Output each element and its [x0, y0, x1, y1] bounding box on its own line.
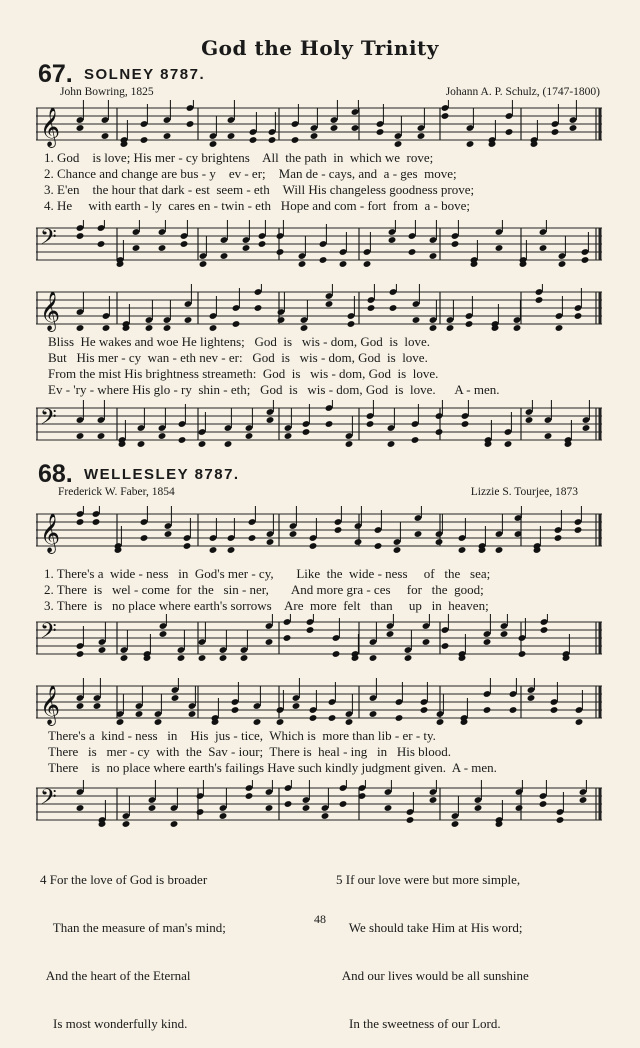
lyric-line: Bliss He wakes and woe He lightens; God is wis - dom, God is love.: [48, 334, 431, 349]
treble-staff: [36, 100, 602, 150]
lyric-line: There is mer - cy with the Sav - iour; There is heal - ing in His blood.: [48, 744, 452, 759]
page-number: 48: [314, 912, 326, 926]
lyric-line: 2. Chance and change are bus - y ev - er; Man de - cays, and a - ges move;: [44, 166, 457, 181]
bass-staff: [36, 220, 602, 270]
stanza-line: In the sweetness of our Lord.: [336, 1016, 501, 1031]
stanza-4: [40, 840, 226, 1048]
treble-staff: [36, 506, 602, 556]
treble-staff: [36, 678, 602, 728]
stanza-line: We should take Him at His word;: [336, 920, 523, 935]
music-credit: Lizzie S. Tourjee, 1873: [470, 486, 578, 498]
lyric-line: There's a kind - ness in His jus - tice, Which is more than lib - er - ty.: [48, 728, 436, 743]
lyric-line: But His mer - cy wan - eth nev - er: God is wis - dom, God is love.: [48, 350, 428, 365]
lyric-line: 3. There is no place where earth's sorrows Are more felt than up in heaven;: [44, 598, 489, 613]
stanza-line: 5 If our love were but more simple,: [336, 872, 521, 887]
treble-clef-icon: 𝄞: [40, 685, 61, 725]
treble-clef-icon: 𝄞: [40, 513, 61, 553]
words-credit: Frederick W. Faber, 1854: [58, 486, 175, 498]
lyric-line: 3. E'en the hour that dark - est seem - eth Will His changeless goodness prove;: [44, 182, 475, 197]
bass-staff: [36, 400, 602, 450]
section-title: God the Holy Trinity: [201, 36, 439, 60]
stanza-line: 4 For the love of God is broader: [40, 872, 208, 887]
lyric-line: 2. There is wel - come for the sin - ner, And more gra - ces for the good;: [44, 582, 484, 597]
bass-staff: [36, 614, 602, 664]
lyric-line: Ev - 'ry - where His glo - ry shin - eth; God is wis - dom, God is love. A - men.: [48, 382, 500, 397]
tune-name: SOLNEY 8787.: [84, 66, 206, 83]
hymn-number: 67.: [38, 60, 73, 88]
words-credit: John Bowring, 1825: [60, 86, 154, 98]
hymn-number: 68.: [38, 460, 73, 488]
music-credit: Johann A. P. Schulz, (1747-1800): [445, 86, 600, 98]
tune-name: WELLESLEY 8787.: [84, 466, 240, 483]
lyric-line: There is no place where earth's failings Have such kindly judgment given. A - men.: [48, 760, 497, 775]
stanza-5: [336, 840, 529, 1048]
lyric-line: From the mist His brightness streameth: God is wis - dom, God is love.: [48, 366, 439, 381]
treble-clef-icon: 𝄞: [40, 107, 61, 147]
stanza-line: And the heart of the Eternal: [40, 968, 191, 983]
lyric-line: 4. He with earth - ly cares en - twin - eth Hope and com - fort from a - bove;: [44, 198, 470, 213]
stanza-line: Than the measure of man's mind;: [40, 920, 226, 935]
lyric-line: 1. God is love; His mer - cy brightens All the path in which we rove;: [44, 150, 434, 165]
lyric-line: 1. There's a wide - ness in God's mer - cy, Like the wide - ness of the sea;: [44, 566, 491, 581]
bass-staff: [36, 780, 602, 830]
bass-clef-icon: 𝄢: [40, 225, 57, 255]
treble-staff: [36, 284, 602, 334]
bass-clef-icon: 𝄢: [40, 405, 57, 435]
bass-clef-icon: 𝄢: [40, 785, 57, 815]
bass-clef-icon: 𝄢: [40, 619, 57, 649]
stanza-line: And our lives would be all sunshine: [336, 968, 529, 983]
stanza-line: Is most wonderfully kind.: [40, 1016, 188, 1031]
treble-clef-icon: 𝄞: [40, 291, 61, 331]
